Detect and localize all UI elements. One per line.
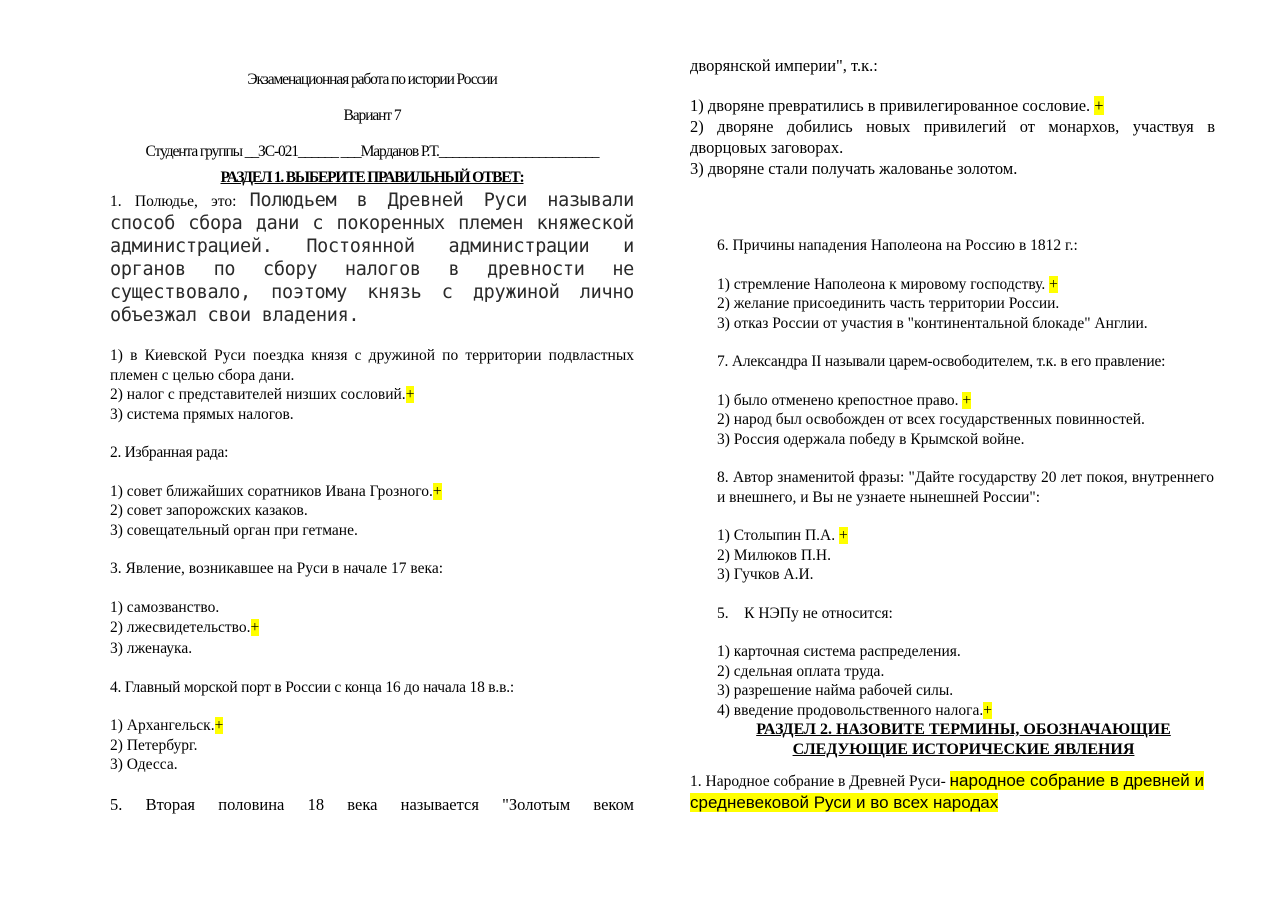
student-line: Студента группы __ЗС-021______ ___Марданов Р.Т.________________________ xyxy=(145,143,599,160)
q7-option-2: 2) народ был освобожден от всех государственных повинностей. xyxy=(717,411,1145,428)
section2-q1-prompt: 1. Народное собрание в Древней Руси- xyxy=(690,773,950,790)
q9-option-1: 1) карточная система распределения. xyxy=(717,643,961,660)
q9-option-4: 4) введение продовольственного налога.+ xyxy=(717,701,993,719)
q1-option-1: 1) в Киевской Руси поездка князя с дружиной по территории подвластных племен с целью сбора дани. xyxy=(110,347,634,384)
q8-option-1: 1) Столыпин П.А. + xyxy=(717,527,848,544)
q1-option-2: 2) налог с представителей низших сословий.+ xyxy=(110,386,415,403)
q4-option-3: 3) Одесса. xyxy=(110,756,178,773)
q3-option-2: 2) лжесвидетельство.+ xyxy=(110,619,260,636)
correct-mark: + xyxy=(1049,275,1058,293)
q2-option-1: 1) совет ближайших соратников Ивана Грозного.+ xyxy=(110,482,442,500)
q9-option-2: 2) сдельная оплата труда. xyxy=(717,662,885,680)
q1-prompt: 1. Полюдье, это: xyxy=(110,193,250,210)
q5-prompt-start: 5. Вторая половина 18 века называется "Золотым веком xyxy=(110,794,634,814)
q2-option-3: 3) совещательный орган при гетмане. xyxy=(110,521,358,539)
exam-title: Экзаменационная работа по истории России xyxy=(247,71,497,88)
section2-q1-answer: народное собрание в древней и средневековой Руси и во всех народах xyxy=(690,771,1204,812)
q8-option-2: 2) Милюков П.Н. xyxy=(717,546,832,564)
correct-mark: + xyxy=(214,717,224,734)
q7-prompt: 7. Александра II называли царем-освободителем, т.к. в его правление: xyxy=(717,353,1166,370)
right-page xyxy=(690,55,1215,814)
q7-option-3: 3) Россия одержала победу в Крымской войне. xyxy=(717,430,1025,448)
q1-block xyxy=(110,189,634,327)
q6-option-1: 1) стремление Наполеона к мировому господству. + xyxy=(717,275,1058,293)
section2-q1 xyxy=(690,770,1215,814)
correct-mark: + xyxy=(962,391,972,409)
correct-mark: + xyxy=(432,482,442,500)
q7-option-1: 1) было отменено крепостное право. + xyxy=(717,391,972,409)
q1-answer: Полюдьем в Древней Руси называли способ сбора дани с покоренных племен княжеской администрацией. Постоянной администрации и органов по сбору налогов в древности не существовало, поэтому князь с дружиной лично объезжал свои владения. xyxy=(110,190,634,326)
q6-prompt: 6. Причины нападения Наполеона на Россию в 1812 г.: xyxy=(717,237,1078,254)
q9-prompt: 5. К НЭПу не относится: xyxy=(717,604,893,622)
q2-option-2: 2) совет запорожских казаков. xyxy=(110,502,308,519)
q9-option-3: 3) разрешение найма рабочей силы. xyxy=(717,682,954,699)
q4-option-2: 2) Петербург. xyxy=(110,736,198,754)
q6-option-3: 3) отказ России от участия в "континентальной блокаде" Англии. xyxy=(717,314,1148,332)
q4-option-1: 1) Архангельск.+ xyxy=(110,717,224,734)
q3-option-3: 3) лженаука. xyxy=(110,640,193,657)
left-page xyxy=(110,70,634,815)
q5-option-1: 1) дворяне превратились в привилегированное сословие. + xyxy=(690,96,1104,115)
correct-mark: + xyxy=(838,527,848,544)
q6-option-2: 2) желание присоединить часть территории России. xyxy=(717,295,1060,312)
variant-label: Вариант 7 xyxy=(343,107,401,124)
q3-prompt: 3. Явление, возникавшее на Руси в начале 17 века: xyxy=(110,560,444,577)
q5-option-3: 3) дворяне стали получать жалованье золотом. xyxy=(690,159,1018,178)
q8-option-3: 3) Гучков А.И. xyxy=(717,566,814,583)
section1-title: РАЗДЕЛ 1. ВЫБЕРИТЕ ПРАВИЛЬНЫЙ ОТВЕТ: xyxy=(220,169,524,186)
q5-option-2: 2) дворяне добились новых привилегий от монархов, участвуя в дворцовых заговорах. xyxy=(690,117,1215,157)
q8-prompt: 8. Автор знаменитой фразы: "Дайте государству 20 лет покоя, внутреннего и внешнего, и Вы не узнаете нынешней России": xyxy=(717,469,1214,506)
q5-prompt-end: дворянской империи", т.к.: xyxy=(690,56,878,75)
q4-prompt: 4. Главный морской порт в России с конца 16 до начала 18 в.в.: xyxy=(110,678,514,696)
correct-mark: + xyxy=(983,701,993,719)
right-questions xyxy=(717,236,1214,720)
section2-title: РАЗДЕЛ 2. НАЗОВИТЕ ТЕРМИНЫ, ОБОЗНАЧАЮЩИЕ СЛЕДУЮЩИЕ ИСТОРИЧЕСКИЕ ЯВЛЕНИЯ xyxy=(756,721,1171,758)
correct-mark: + xyxy=(250,619,260,636)
q3-option-1: 1) самозванство. xyxy=(110,598,220,616)
q2-prompt: 2. Избранная рада: xyxy=(110,444,229,461)
correct-mark: + xyxy=(1094,96,1104,115)
correct-mark: + xyxy=(405,386,415,403)
q1-option-3: 3) система прямых налогов. xyxy=(110,405,294,423)
